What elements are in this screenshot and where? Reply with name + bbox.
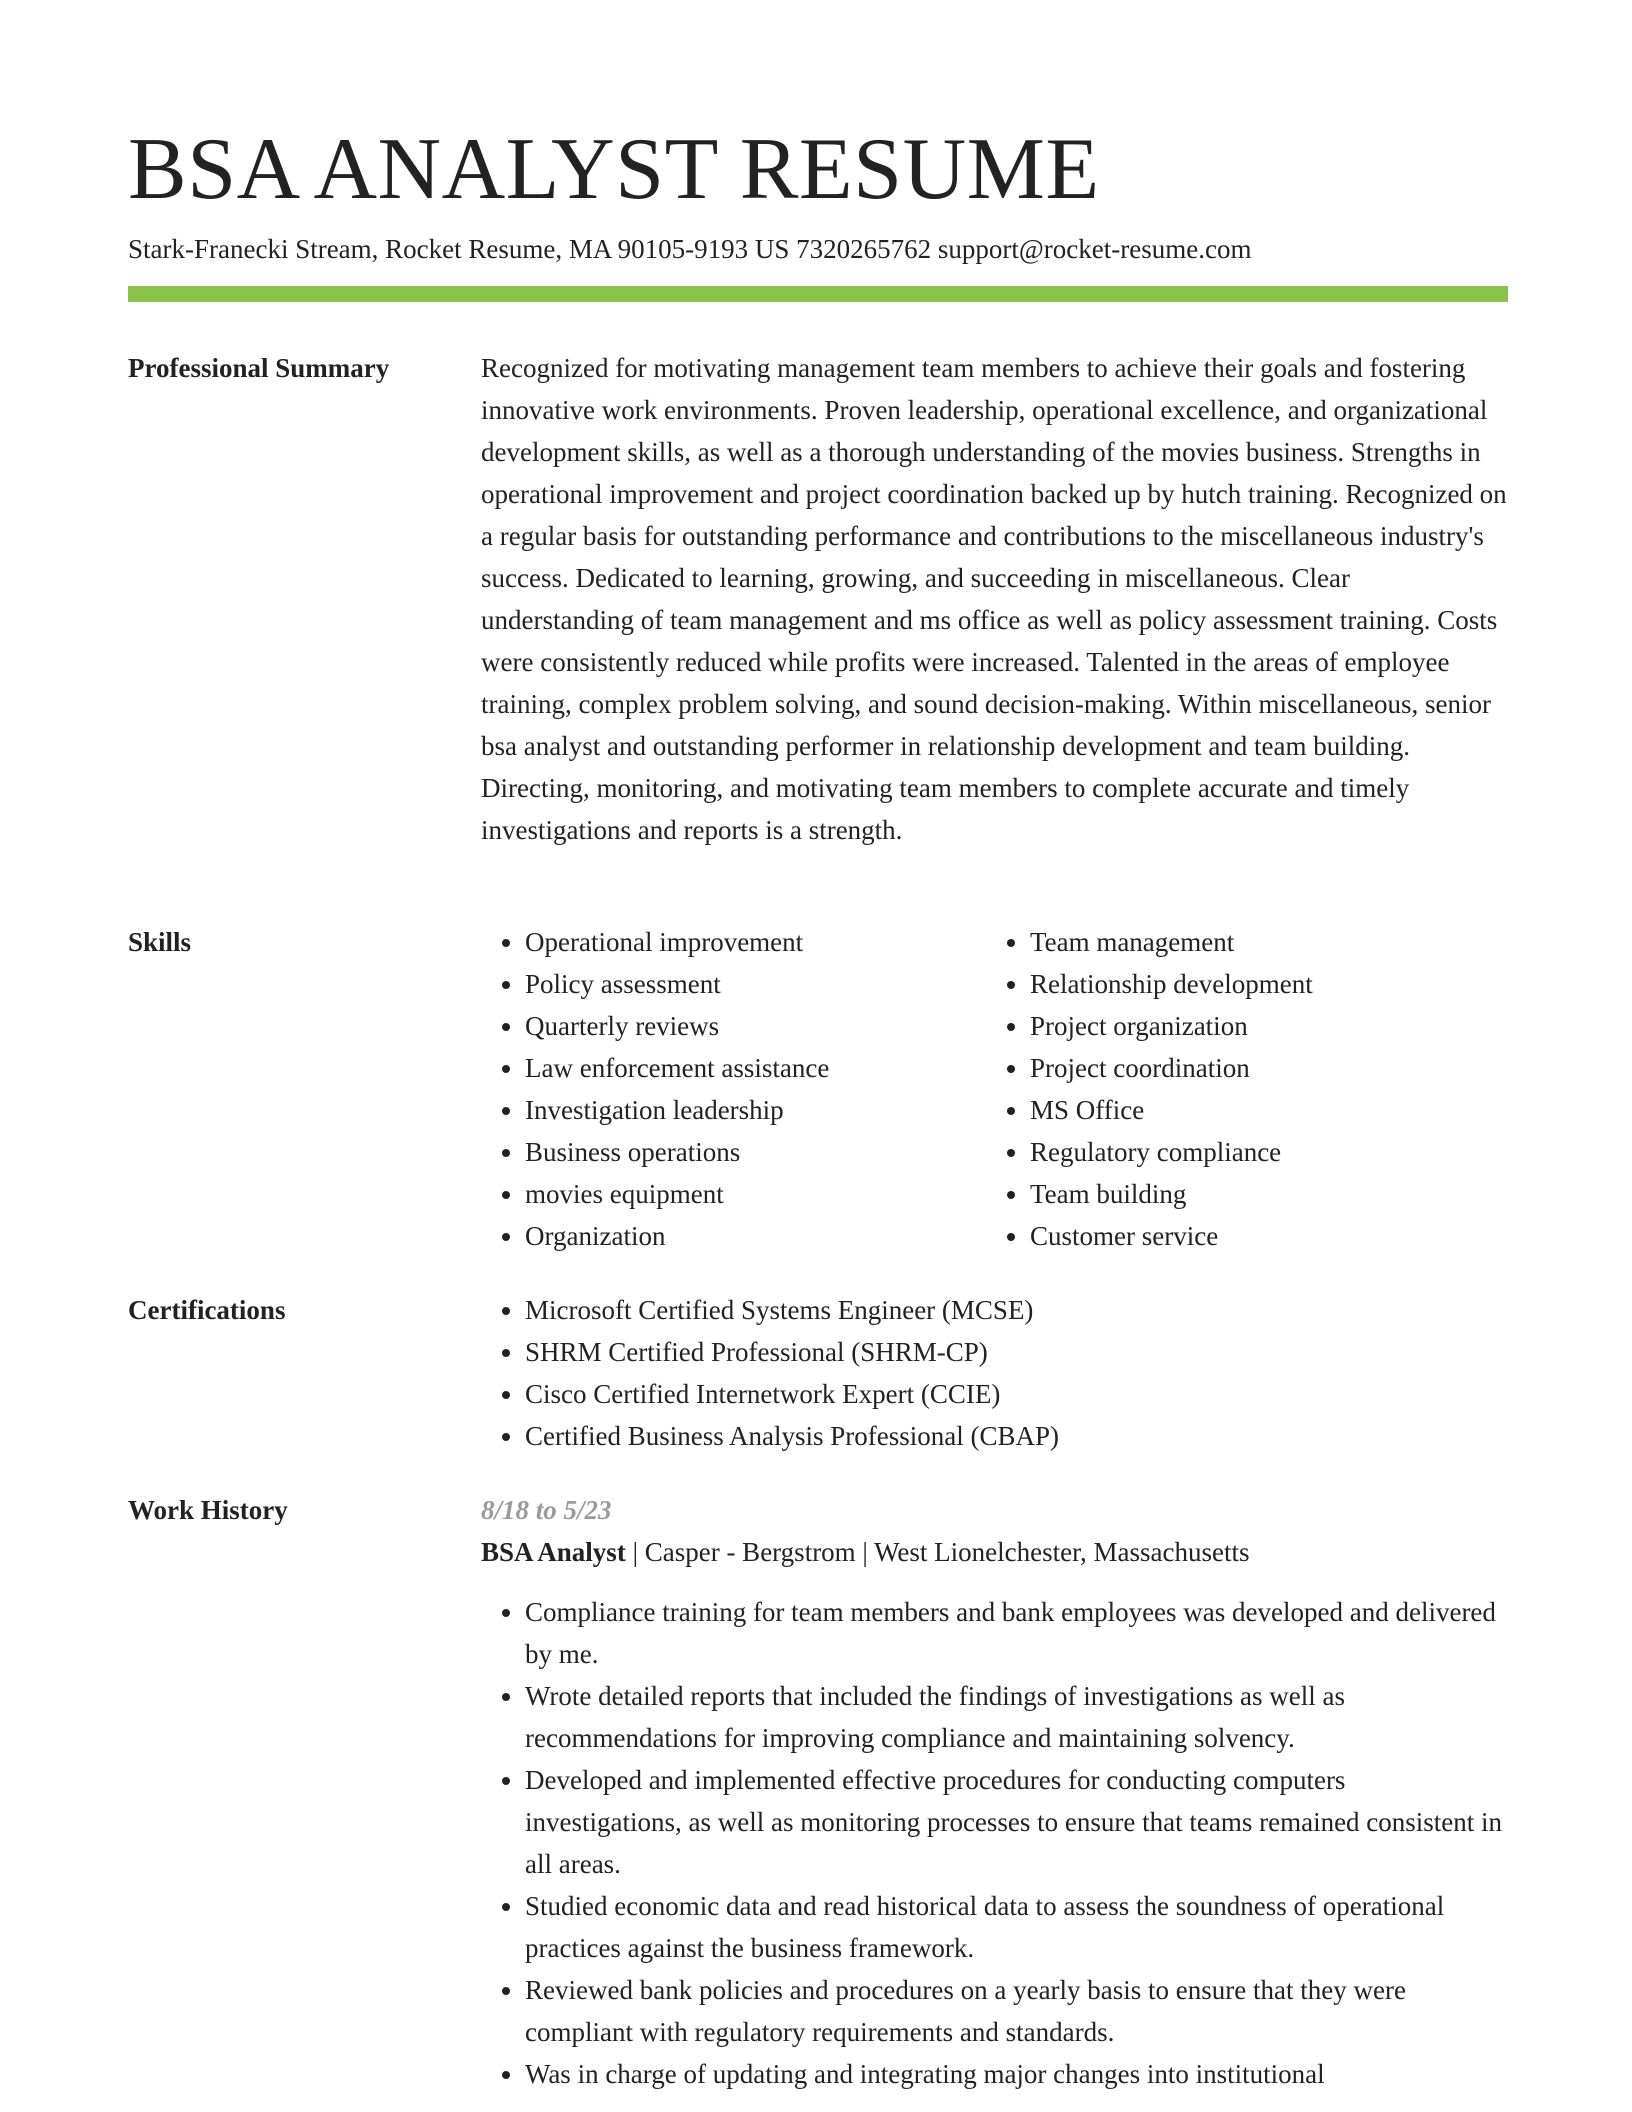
skill-item: • Customer service <box>1030 1215 1491 1257</box>
skills-heading: Skills <box>128 927 192 957</box>
certifications-section <box>481 1289 1508 1457</box>
skill-item: • Relationship development <box>1030 963 1491 1005</box>
work-history-heading: Work History <box>128 1495 288 1525</box>
skill-item: • movies equipment <box>525 1173 986 1215</box>
skills-section <box>481 921 1508 1257</box>
job-dates: 8/18 to 5/23 <box>481 1495 612 1525</box>
skill-item: • Project organization <box>1030 1005 1491 1047</box>
job-details: | Casper - Bergstrom | West Lionelchester, Massachusetts <box>625 1537 1250 1567</box>
job-bullet: • Studied economic data and read historical data to assess the soundness of operational practices against the business framework. <box>525 1885 1508 1969</box>
page-title: BSA ANALYST RESUME <box>128 121 1100 218</box>
certification-item: • Certified Business Analysis Professional (CBAP) <box>525 1415 1508 1457</box>
job-bullet: • Compliance training for team members and bank employees was developed and delivered by me. <box>525 1591 1508 1675</box>
skill-item: • Organization <box>525 1215 986 1257</box>
certification-item: • Microsoft Certified Systems Engineer (MCSE) <box>525 1289 1508 1331</box>
skill-item: • Business operations <box>525 1131 986 1173</box>
skill-item: • Investigation leadership <box>525 1089 986 1131</box>
skill-item: • Quarterly reviews <box>525 1005 986 1047</box>
certifications-heading: Certifications <box>128 1295 286 1325</box>
contact-email: support@rocket-resume.com <box>937 234 1252 264</box>
job-bullet: • Reviewed bank policies and procedures on a yearly basis to ensure that they were compliant with regulatory requirements and standards. <box>525 1969 1508 2053</box>
skill-item: • Project coordination <box>1030 1047 1491 1089</box>
summary-heading: Professional Summary <box>128 353 390 383</box>
summary-text: Recognized for motivating management team members to achieve their goals and fostering innovative work environments. Proven leadership, operational excellence, and organizational development skills, as well as a thorough understanding of the movies business. Strengths in operational improvement and project coordination backed up by hutch training. Recognized on a regular basis for outstanding performance and contributions to the miscellaneous industry's success. Dedicated to learning, growing, and succeeding in miscellaneous. Clear understanding of team management and ms office as well as policy assessment training. Costs were consistently reduced while profits were increased. Talented in the areas of employee training, complex problem solving, and sound decision-making. Within miscellaneous, senior bsa analyst and outstanding performer in relationship development and team building. Directing, monitoring, and motivating team members to complete accurate and timely investigations and reports is a strength. <box>481 353 1507 845</box>
contact-address: Stark-Franecki Stream, Rocket Resume, MA 90105-9193 US <box>128 234 790 264</box>
job-bullet: • Wrote detailed reports that included the findings of investigations as well as recommendations for improving compliance and maintaining solvency. <box>525 1675 1508 1759</box>
skill-item: • Regulatory compliance <box>1030 1131 1491 1173</box>
skill-item: • Team management <box>1030 921 1491 963</box>
job-bullet: • Developed and implemented effective procedures for conducting computers investigations, as well as monitoring processes to ensure that teams remained consistent in all areas. <box>525 1759 1508 1885</box>
skill-item: • MS Office <box>1030 1089 1491 1131</box>
skill-item: • Team building <box>1030 1173 1491 1215</box>
job-title: BSA Analyst <box>481 1537 626 1567</box>
skill-item: • Policy assessment <box>525 963 986 1005</box>
skill-item: • Operational improvement <box>525 921 986 963</box>
contact-phone: 7320265762 <box>796 234 932 264</box>
summary-section <box>481 347 1508 851</box>
skills-column-left <box>481 921 986 1257</box>
job-bullets <box>481 1591 1508 2095</box>
skills-grid <box>481 921 1508 1257</box>
skills-column-right <box>986 921 1491 1257</box>
accent-divider <box>128 286 1508 302</box>
job-header <box>481 1531 1508 1573</box>
certification-item: • SHRM Certified Professional (SHRM-CP) <box>525 1331 1508 1373</box>
work-history-section <box>481 1489 1508 2095</box>
job-bullet: • Was in charge of updating and integrating major changes into institutional <box>525 2053 1508 2095</box>
certification-item: • Cisco Certified Internetwork Expert (CCIE) <box>525 1373 1508 1415</box>
contact-line <box>128 230 1251 268</box>
skill-item: • Law enforcement assistance <box>525 1047 986 1089</box>
